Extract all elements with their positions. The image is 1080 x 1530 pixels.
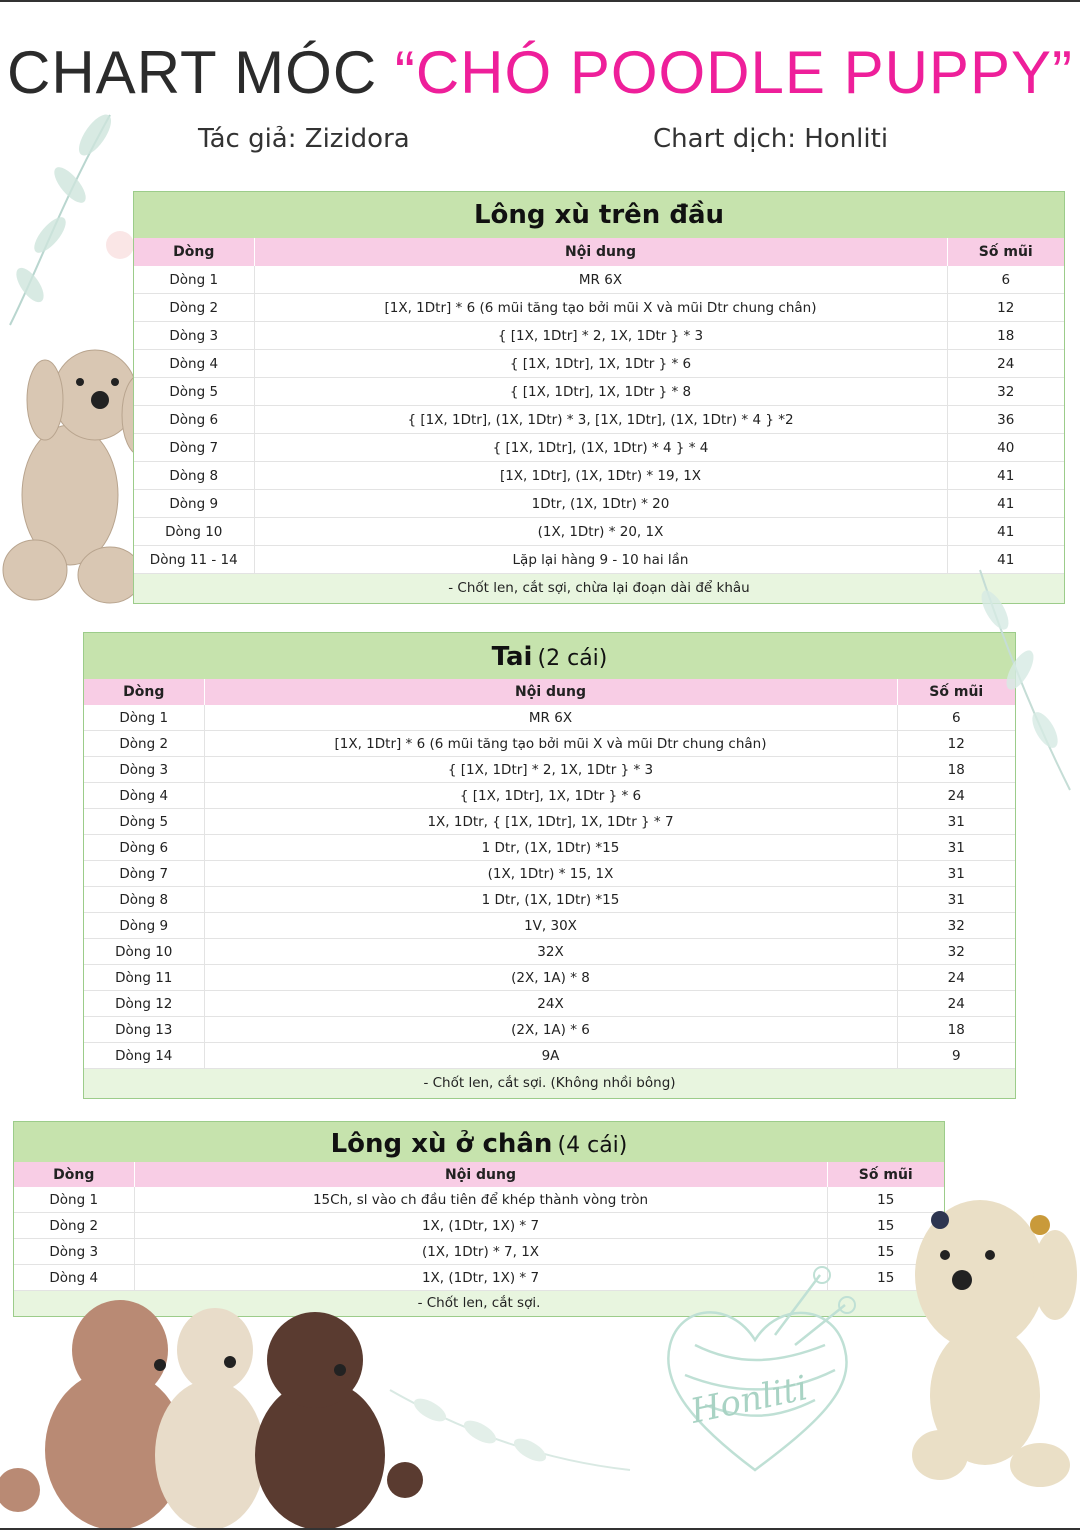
stitch-count-cell: 6 (947, 266, 1064, 294)
section-footer-note: - Chốt len, cắt sợi. (Không nhồi bông) (84, 1069, 1015, 1098)
row-label-cell: Dòng 5 (134, 378, 254, 406)
section-subtitle: (2 cái) (537, 646, 608, 671)
table-row (84, 783, 1015, 809)
table-row (134, 350, 1064, 378)
table-row (14, 1239, 944, 1265)
title-prefix: CHART MÓC (7, 39, 378, 106)
stitch-count-cell: 32 (897, 913, 1015, 939)
row-instruction-cell: 9A (204, 1043, 897, 1069)
row-instruction-cell: [1X, 1Dtr] * 6 (6 mũi tăng tạo bởi mũi X và mũi Dtr chung chân) (204, 731, 897, 757)
row-label-cell: Dòng 11 - 14 (134, 546, 254, 574)
row-instruction-cell: (2X, 1A) * 6 (204, 1017, 897, 1043)
row-label-cell: Dòng 12 (84, 991, 204, 1017)
table-row (84, 835, 1015, 861)
column-header-content: Nội dung (204, 679, 897, 705)
stitch-count-cell: 32 (897, 939, 1015, 965)
table-row (84, 1017, 1015, 1043)
table-row (14, 1187, 944, 1213)
stitch-count-cell: 24 (897, 991, 1015, 1017)
stitch-count-cell: 41 (947, 490, 1064, 518)
row-label-cell: Dòng 14 (84, 1043, 204, 1069)
row-instruction-cell: { [1X, 1Dtr], 1X, 1Dtr } * 6 (254, 350, 947, 378)
author-credit: Tác giả: Zizidora (198, 124, 410, 154)
stitch-count-cell: 31 (897, 887, 1015, 913)
column-header-count: Số mũi (897, 679, 1015, 705)
row-label-cell: Dòng 4 (84, 783, 204, 809)
translator-credit: Chart dịch: Honliti (653, 124, 889, 154)
stitch-count-cell: 41 (947, 518, 1064, 546)
row-instruction-cell: MR 6X (254, 266, 947, 294)
row-instruction-cell: [1X, 1Dtr], (1X, 1Dtr) * 19, 1X (254, 462, 947, 490)
section-footer-note: - Chốt len, cắt sợi. (14, 1291, 944, 1316)
row-instruction-cell: { [1X, 1Dtr], 1X, 1Dtr } * 6 (204, 783, 897, 809)
table-row (134, 490, 1064, 518)
stitch-count-cell: 31 (897, 835, 1015, 861)
row-instruction-cell: (2X, 1A) * 8 (204, 965, 897, 991)
table-head-fur (133, 191, 1065, 604)
table-row (134, 406, 1064, 434)
stitch-count-cell: 41 (947, 546, 1064, 574)
row-label-cell: Dòng 1 (14, 1187, 134, 1213)
row-instruction-cell: { [1X, 1Dtr], (1X, 1Dtr) * 3, [1X, 1Dtr], (1X, 1Dtr) * 4 } *2 (254, 406, 947, 434)
column-header-content: Nội dung (134, 1162, 827, 1187)
poodle-image-right (900, 1185, 1080, 1490)
table-row (134, 322, 1064, 350)
stitch-count-cell: 31 (897, 809, 1015, 835)
stitch-count-cell: 18 (947, 322, 1064, 350)
row-instruction-cell: (1X, 1Dtr) * 15, 1X (204, 861, 897, 887)
row-instruction-cell: 32X (204, 939, 897, 965)
table-row (134, 462, 1064, 490)
column-header-row: Dòng (134, 238, 254, 266)
leaf-decoration-top-left (0, 95, 140, 335)
row-instruction-cell: { [1X, 1Dtr] * 2, 1X, 1Dtr } * 3 (254, 322, 947, 350)
table-row (134, 434, 1064, 462)
row-instruction-cell: 1 Dtr, (1X, 1Dtr) *15 (204, 835, 897, 861)
table-row (134, 266, 1064, 294)
row-label-cell: Dòng 4 (14, 1265, 134, 1291)
pattern-table (134, 238, 1064, 574)
section-title (14, 1122, 944, 1162)
row-instruction-cell: 24X (204, 991, 897, 1017)
row-label-cell: Dòng 9 (84, 913, 204, 939)
stitch-count-cell: 15 (827, 1187, 944, 1213)
row-label-cell: Dòng 10 (134, 518, 254, 546)
section-title-text: Lông xù ở chân (330, 1129, 553, 1159)
table-row (84, 757, 1015, 783)
row-label-cell: Dòng 7 (134, 434, 254, 462)
row-instruction-cell: 1Dtr, (1X, 1Dtr) * 20 (254, 490, 947, 518)
row-label-cell: Dòng 3 (134, 322, 254, 350)
stitch-count-cell: 24 (947, 350, 1064, 378)
table-row (14, 1213, 944, 1239)
stitch-count-cell: 40 (947, 434, 1064, 462)
table-row (134, 546, 1064, 574)
table-row (84, 939, 1015, 965)
row-instruction-cell: (1X, 1Dtr) * 20, 1X (254, 518, 947, 546)
stitch-count-cell: 36 (947, 406, 1064, 434)
table-row (84, 731, 1015, 757)
table-row (84, 1043, 1015, 1069)
row-label-cell: Dòng 1 (134, 266, 254, 294)
section-title (84, 633, 1015, 679)
table-row (84, 861, 1015, 887)
stitch-count-cell: 15 (827, 1239, 944, 1265)
row-instruction-cell: 15Ch, sl vào ch đầu tiên để khép thành vòng tròn (134, 1187, 827, 1213)
row-instruction-cell: { [1X, 1Dtr], 1X, 1Dtr } * 8 (254, 378, 947, 406)
row-label-cell: Dòng 4 (134, 350, 254, 378)
row-label-cell: Dòng 6 (84, 835, 204, 861)
stitch-count-cell: 18 (897, 757, 1015, 783)
row-label-cell: Dòng 2 (134, 294, 254, 322)
row-label-cell: Dòng 3 (84, 757, 204, 783)
stitch-count-cell: 9 (897, 1043, 1015, 1069)
row-instruction-cell: 1X, (1Dtr, 1X) * 7 (134, 1213, 827, 1239)
row-instruction-cell: Lặp lại hàng 9 - 10 hai lần (254, 546, 947, 574)
stitch-count-cell: 31 (897, 861, 1015, 887)
page-title (0, 38, 1080, 107)
table-row (84, 705, 1015, 731)
table-row (84, 809, 1015, 835)
row-label-cell: Dòng 9 (134, 490, 254, 518)
table-row (84, 965, 1015, 991)
section-footer-note: - Chốt len, cắt sợi, chừa lại đoạn dài để khâu (134, 574, 1064, 603)
row-instruction-cell: 1X, (1Dtr, 1X) * 7 (134, 1265, 827, 1291)
stitch-count-cell: 12 (947, 294, 1064, 322)
watermark-signature: Honliti (687, 1368, 812, 1432)
row-label-cell: Dòng 6 (134, 406, 254, 434)
leaf-decoration-right (960, 560, 1080, 800)
top-border (0, 0, 1080, 2)
stitch-count-cell: 15 (827, 1265, 944, 1291)
row-label-cell: Dòng 10 (84, 939, 204, 965)
table-row (134, 294, 1064, 322)
section-title-text: Lông xù trên đầu (473, 200, 725, 230)
row-instruction-cell: { [1X, 1Dtr], (1X, 1Dtr) * 4 } * 4 (254, 434, 947, 462)
stitch-count-cell: 6 (897, 705, 1015, 731)
row-label-cell: Dòng 1 (84, 705, 204, 731)
section-title-text: Tai (491, 642, 533, 672)
column-header-count: Số mũi (947, 238, 1064, 266)
column-header-row: Dòng (14, 1162, 134, 1187)
stitch-count-cell: 32 (947, 378, 1064, 406)
column-header-content: Nội dung (254, 238, 947, 266)
row-instruction-cell: 1V, 30X (204, 913, 897, 939)
table-ears (83, 632, 1016, 1099)
row-label-cell: Dòng 5 (84, 809, 204, 835)
row-instruction-cell: MR 6X (204, 705, 897, 731)
table-row (84, 991, 1015, 1017)
poodle-group-image (0, 1290, 430, 1528)
row-instruction-cell: 1X, 1Dtr, { [1X, 1Dtr], 1X, 1Dtr } * 7 (204, 809, 897, 835)
table-row (134, 378, 1064, 406)
row-label-cell: Dòng 8 (134, 462, 254, 490)
row-label-cell: Dòng 11 (84, 965, 204, 991)
column-header-row: Dòng (84, 679, 204, 705)
section-title (134, 192, 1064, 238)
row-label-cell: Dòng 7 (84, 861, 204, 887)
row-instruction-cell: 1 Dtr, (1X, 1Dtr) *15 (204, 887, 897, 913)
row-label-cell: Dòng 2 (14, 1213, 134, 1239)
column-header-count: Số mũi (827, 1162, 944, 1187)
row-label-cell: Dòng 3 (14, 1239, 134, 1265)
title-name: “CHÓ POODLE PUPPY” (394, 39, 1073, 106)
pattern-table (84, 679, 1015, 1069)
row-label-cell: Dòng 13 (84, 1017, 204, 1043)
stitch-count-cell: 24 (897, 783, 1015, 809)
row-instruction-cell: { [1X, 1Dtr] * 2, 1X, 1Dtr } * 3 (204, 757, 897, 783)
row-instruction-cell: (1X, 1Dtr) * 7, 1X (134, 1239, 827, 1265)
stitch-count-cell: 18 (897, 1017, 1015, 1043)
table-row (84, 887, 1015, 913)
row-label-cell: Dòng 2 (84, 731, 204, 757)
yarn-heart-logo (655, 1265, 865, 1485)
section-subtitle: (4 cái) (557, 1133, 628, 1158)
table-row (84, 913, 1015, 939)
stitch-count-cell: 15 (827, 1213, 944, 1239)
leaf-decoration-bottom (380, 1370, 640, 1490)
row-instruction-cell: [1X, 1Dtr] * 6 (6 mũi tăng tạo bởi mũi X và mũi Dtr chung chân) (254, 294, 947, 322)
stitch-count-cell: 24 (897, 965, 1015, 991)
table-row (134, 518, 1064, 546)
stitch-count-cell: 41 (947, 462, 1064, 490)
stitch-count-cell: 12 (897, 731, 1015, 757)
row-label-cell: Dòng 8 (84, 887, 204, 913)
